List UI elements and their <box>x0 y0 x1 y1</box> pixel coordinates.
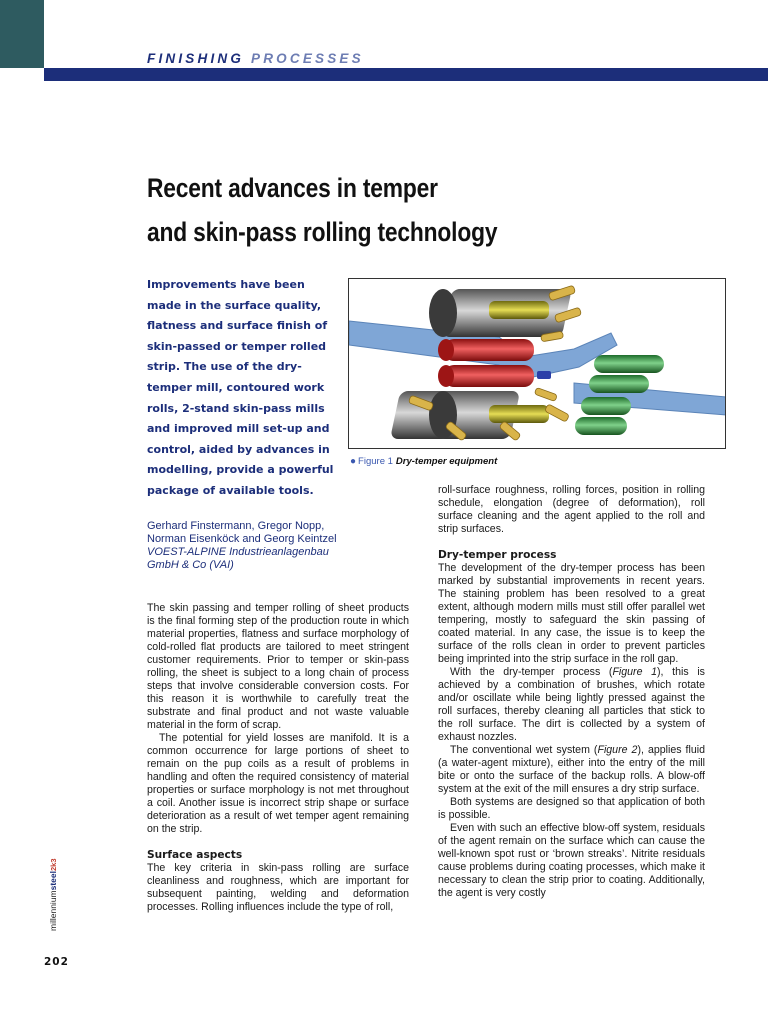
brand-part-2: steel <box>48 871 58 891</box>
paragraph: The development of the dry-temper process has been marked by substantial improvements in recent years. The staining problem has been resolved to a great extent, although modern mills must still offer parallel wet tempering, mostly to safeguard the skin passing of coated material. In any case, the issue is to keep the surface of the rolls clean in order to prevent particles being imprinted into the strip surface in the roll gap. <box>438 562 705 665</box>
page-number: 202 <box>44 956 69 968</box>
text-run: With the dry-temper process ( <box>450 666 613 678</box>
paragraph: The skin passing and temper rolling of sheet products is the final forming step of the production route in which material properties, flatness and surface morphology of cold-rolled flat products are tailored to meet stringent customer requirements. Prior to temper or skin-pass rolling, the sheet is subject to a long chain of process steps that involve considerable conversion costs. For this reason it is worthwhile to carefully treat the substrate and final product and not waste valuable material in the form of scrap. <box>147 602 409 731</box>
brand-part-3: 2k3 <box>49 858 58 871</box>
author-block <box>147 520 392 572</box>
paragraph <box>438 666 705 744</box>
article-title <box>147 166 497 254</box>
section-word-2: PROCESSES <box>251 51 364 66</box>
section-heading-dry-temper-process: Dry-temper process <box>438 549 557 561</box>
figure-caption <box>350 456 497 467</box>
brand-part-1: millennium <box>48 890 58 931</box>
section-word-1: FINISHING <box>147 51 245 66</box>
text-run: ), applies fluid (a water-agent mixture), either into the entry of the mill bite or onto the surface of the backup rolls. A blow-off system at the exit of the mill ensures a dry strip surface. <box>438 744 705 795</box>
text-run: The conventional wet system ( <box>450 744 598 756</box>
paragraph: The key criteria in skin-pass rolling are surface cleanliness and roughness, which are important for subsequent painting, welding and deformation processes. Rolling influences include the type of roll, <box>147 862 409 913</box>
figure-reference: Figure 2 <box>597 744 638 756</box>
corner-block <box>0 0 44 68</box>
header-rule <box>44 68 768 81</box>
figure-reference: Figure 1 <box>612 666 658 678</box>
paragraph: Even with such an effective blow-off system, residuals of the agent remain on the surface which can cause the well-known spot rust or ‘brown streaks’. Nitrite residuals cause problems during coating processes, which make it necessary to clean the strip prior to coating. Additionally, the agent is very costly <box>438 822 705 899</box>
authors-line-2: Norman Eisenköck and Georg Keintzel <box>147 533 337 545</box>
body-column-1 <box>147 602 409 914</box>
section-heading-surface-aspects: Surface aspects <box>147 849 243 861</box>
affiliation-line-2: GmbH & Co (VAI) <box>147 559 234 571</box>
paragraph: roll-surface roughness, rolling forces, position in rolling schedule, elongation (degree of deformation), roll surface cleaning and the agent applied to the roll and strip surfaces. <box>438 484 705 535</box>
figure-dry-temper-illustration <box>348 278 726 449</box>
figure-title: Dry-temper equipment <box>395 456 498 467</box>
paragraph <box>438 744 705 796</box>
figure-label: Figure 1 <box>358 456 393 467</box>
text-run: ), this is achieved by a combination of brushes, which rotate and/or oscillate while being lightly pressed against the roll surfaces, thereby cleaning all particles that stick to the roll surface. The dirt is collected by a system of exhaust nozzles. <box>438 666 705 743</box>
dry-temper-equipment-illustration <box>349 279 726 449</box>
title-line-1: Recent advances in temper <box>147 173 438 203</box>
magazine-brand <box>48 858 58 931</box>
affiliation-line-1: VOEST-ALPINE Industrieanlagenbau <box>147 546 329 558</box>
bullet-icon: ● <box>350 456 357 467</box>
section-title <box>147 51 364 66</box>
standfirst: Improvements have been made in the surface quality, flatness and surface finish of skin-passed or temper rolled strip. The use of the dry-temper mill, contoured work rolls, 2-stand skin-pass mills and improved mill set-up and control, aided by advances in modelling, provide a powerful package of available tools. <box>147 278 334 497</box>
paragraph: The potential for yield losses are manifold. It is a common occurrence for large portions of sheet to remain on the pup coils as a result of problems in handling and often the required consistency of material properties or surface morphology is not met throughout a coil. Another issue is incorrect strip shape or surface deterioration as a result of wet temper agent remaining on the strip. <box>147 732 409 835</box>
body-column-2 <box>438 484 705 900</box>
authors-line-1: Gerhard Finstermann, Gregor Nopp, <box>147 520 325 532</box>
title-line-2: and skin-pass rolling technology <box>147 217 498 247</box>
paragraph: Both systems are designed so that application of both is possible. <box>438 796 705 821</box>
